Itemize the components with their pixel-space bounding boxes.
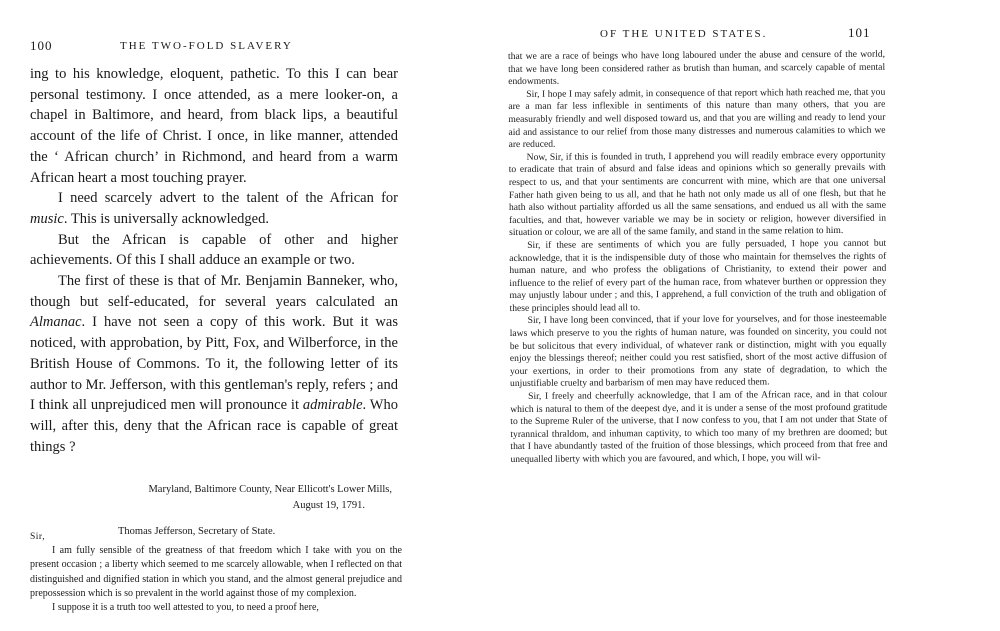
letter-place: Maryland, Baltimore County, Near Ellicott's Lower Mills,: [148, 484, 392, 495]
paragraph: that we are a race of beings who have long laboured under the abuse and censure of the world, that we have long been considered rather as brutish than human, and scarcely capable of mental endowments.: [508, 48, 886, 88]
paragraph: The first of these is that of Mr. Benjamin Banneker, who, though but self-educated, for several years calculated an Almanac. I have not seen a copy of this work. But it was noticed, with approbation, by Pitt, Fox, and Wilberforce, in the British House of Commons. To it, the following letter of its author to Mr. Jefferson, with this gentleman's reply, refers ; and I think all unprejudiced men will pronounce it admirable. Who will, after this, deny that the African race is capable of great things ?: [30, 273, 398, 455]
left-page-body: [30, 64, 398, 457]
paragraph: I need scarcely advert to the talent of the African for music. This is universally acknowledged.: [30, 190, 398, 227]
letter-body: [30, 530, 402, 615]
right-running-head: OF THE UNITED STATES.: [600, 28, 768, 40]
paragraph: Now, Sir, if this is founded in truth, I apprehend you will readily embrace every opportunity to eradicate that train of absurd and false ideas and opinions which so generally prevails with respect to us, and that your sentiments are concurrent with mine, which are that one universal Father hath given being to us all, and that he hath not only made us all of one flesh, but that he hath also without partiality afforded us all the same sensations, and endued us all with the same faculties, and that, however variable we may be in society or religion, however diversified in situation or colour, we are all of the same family, and stand in the same relation to him.: [508, 149, 887, 239]
paragraph: Sir, I have long been convinced, that if your love for yourselves, and for those inesteemable laws which preserve to you the rights of human nature, was founded on sincerity, you could not be but solicitous that every individual, of whatever rank or distinction, might with you equally enjoy the blessings thereof; neither could you rest satisfied, short of the most active diffusion of your exertions, in order to their promotions from any state of degradation, to which the unjustifiable cruelty and barbarism of men may have reduced them.: [509, 313, 887, 390]
letter-paragraph: I am fully sensible of the greatness of that freedom which I take with you on the present occasion ; a liberty which seemed to me scarcely allowable, when I reflected on that distinguished and dignified station in which you stand, and the almost general prejudice and prepossession which is so prevalent in the world against those of my complexion.: [30, 545, 402, 599]
letter-paragraph: I suppose it is a truth too well attested to you, to need a proof here,: [52, 602, 319, 614]
letter-salutation: Sir,: [30, 532, 46, 542]
left-page-header: [30, 38, 470, 54]
right-page-number: 101: [848, 25, 871, 40]
paragraph: But the African is capable of other and higher achievements. Of this I shall adduce an example or two.: [30, 231, 398, 269]
letter-addressee: Thomas Jefferson, Secretary of State.: [118, 526, 276, 537]
right-page: [500, 0, 1000, 631]
letter-date: August 19, 1791.: [292, 500, 365, 511]
paragraph: ing to his knowledge, eloquent, pathetic. To this I can bear personal testimony. I once attended, as a mere looker-on, a chapel in Baltimore, and heard, from black lips, a beautiful account of the life of Christ. I once, in like manner, attended the ‘ African church’ in Richmond, and heard from a warm African heart a most touching prayer.: [30, 66, 398, 186]
right-page-body: [508, 49, 888, 467]
right-page-header: [500, 25, 990, 41]
paragraph: Sir, if these are sentiments of which you are fully persuaded, I hope you cannot but acknowledge, that it is the indispensible duty of those who maintain for themselves the rights of human nature, and who profess the obligations of Christianity, to extend their power and influence to the relief of every part of the human race, from whatever burthen or oppression they may unjustly labour under ; and this, I apprehend, a full conviction of the truth and obligation of these principles should lead all to.: [509, 237, 887, 314]
paragraph: Sir, I hope I may safely admit, in consequence of that report which hath reached me, that you are a man far less inflexible in sentiments of this nature than many others, that you are measurably friendly and well disposed toward us, and that you are willing and ready to lend your aid and assistance to our relief from those many distresses and numerous calamities to which we are reduced.: [508, 86, 886, 151]
left-page-number: 100: [30, 38, 53, 53]
left-running-head: THE TWO-FOLD SLAVERY: [120, 40, 293, 52]
paragraph: Sir, I freely and cheerfully acknowledge, that I am of the African race, and in that colour which is natural to them of the deepest dye, and it is under a sense of the most profound gratitude to the Supreme Ruler of the universe, that I now confess to you, that I am not under that State of tyrannical thraldom, and inhuman captivity, to which too many of my brethren are doomed; but that I have abundantly tasted of the fruition of those blessings, which proceed from that free and unequalled liberty with which you are favoured, and which, I hope, you will wil-: [510, 388, 888, 465]
